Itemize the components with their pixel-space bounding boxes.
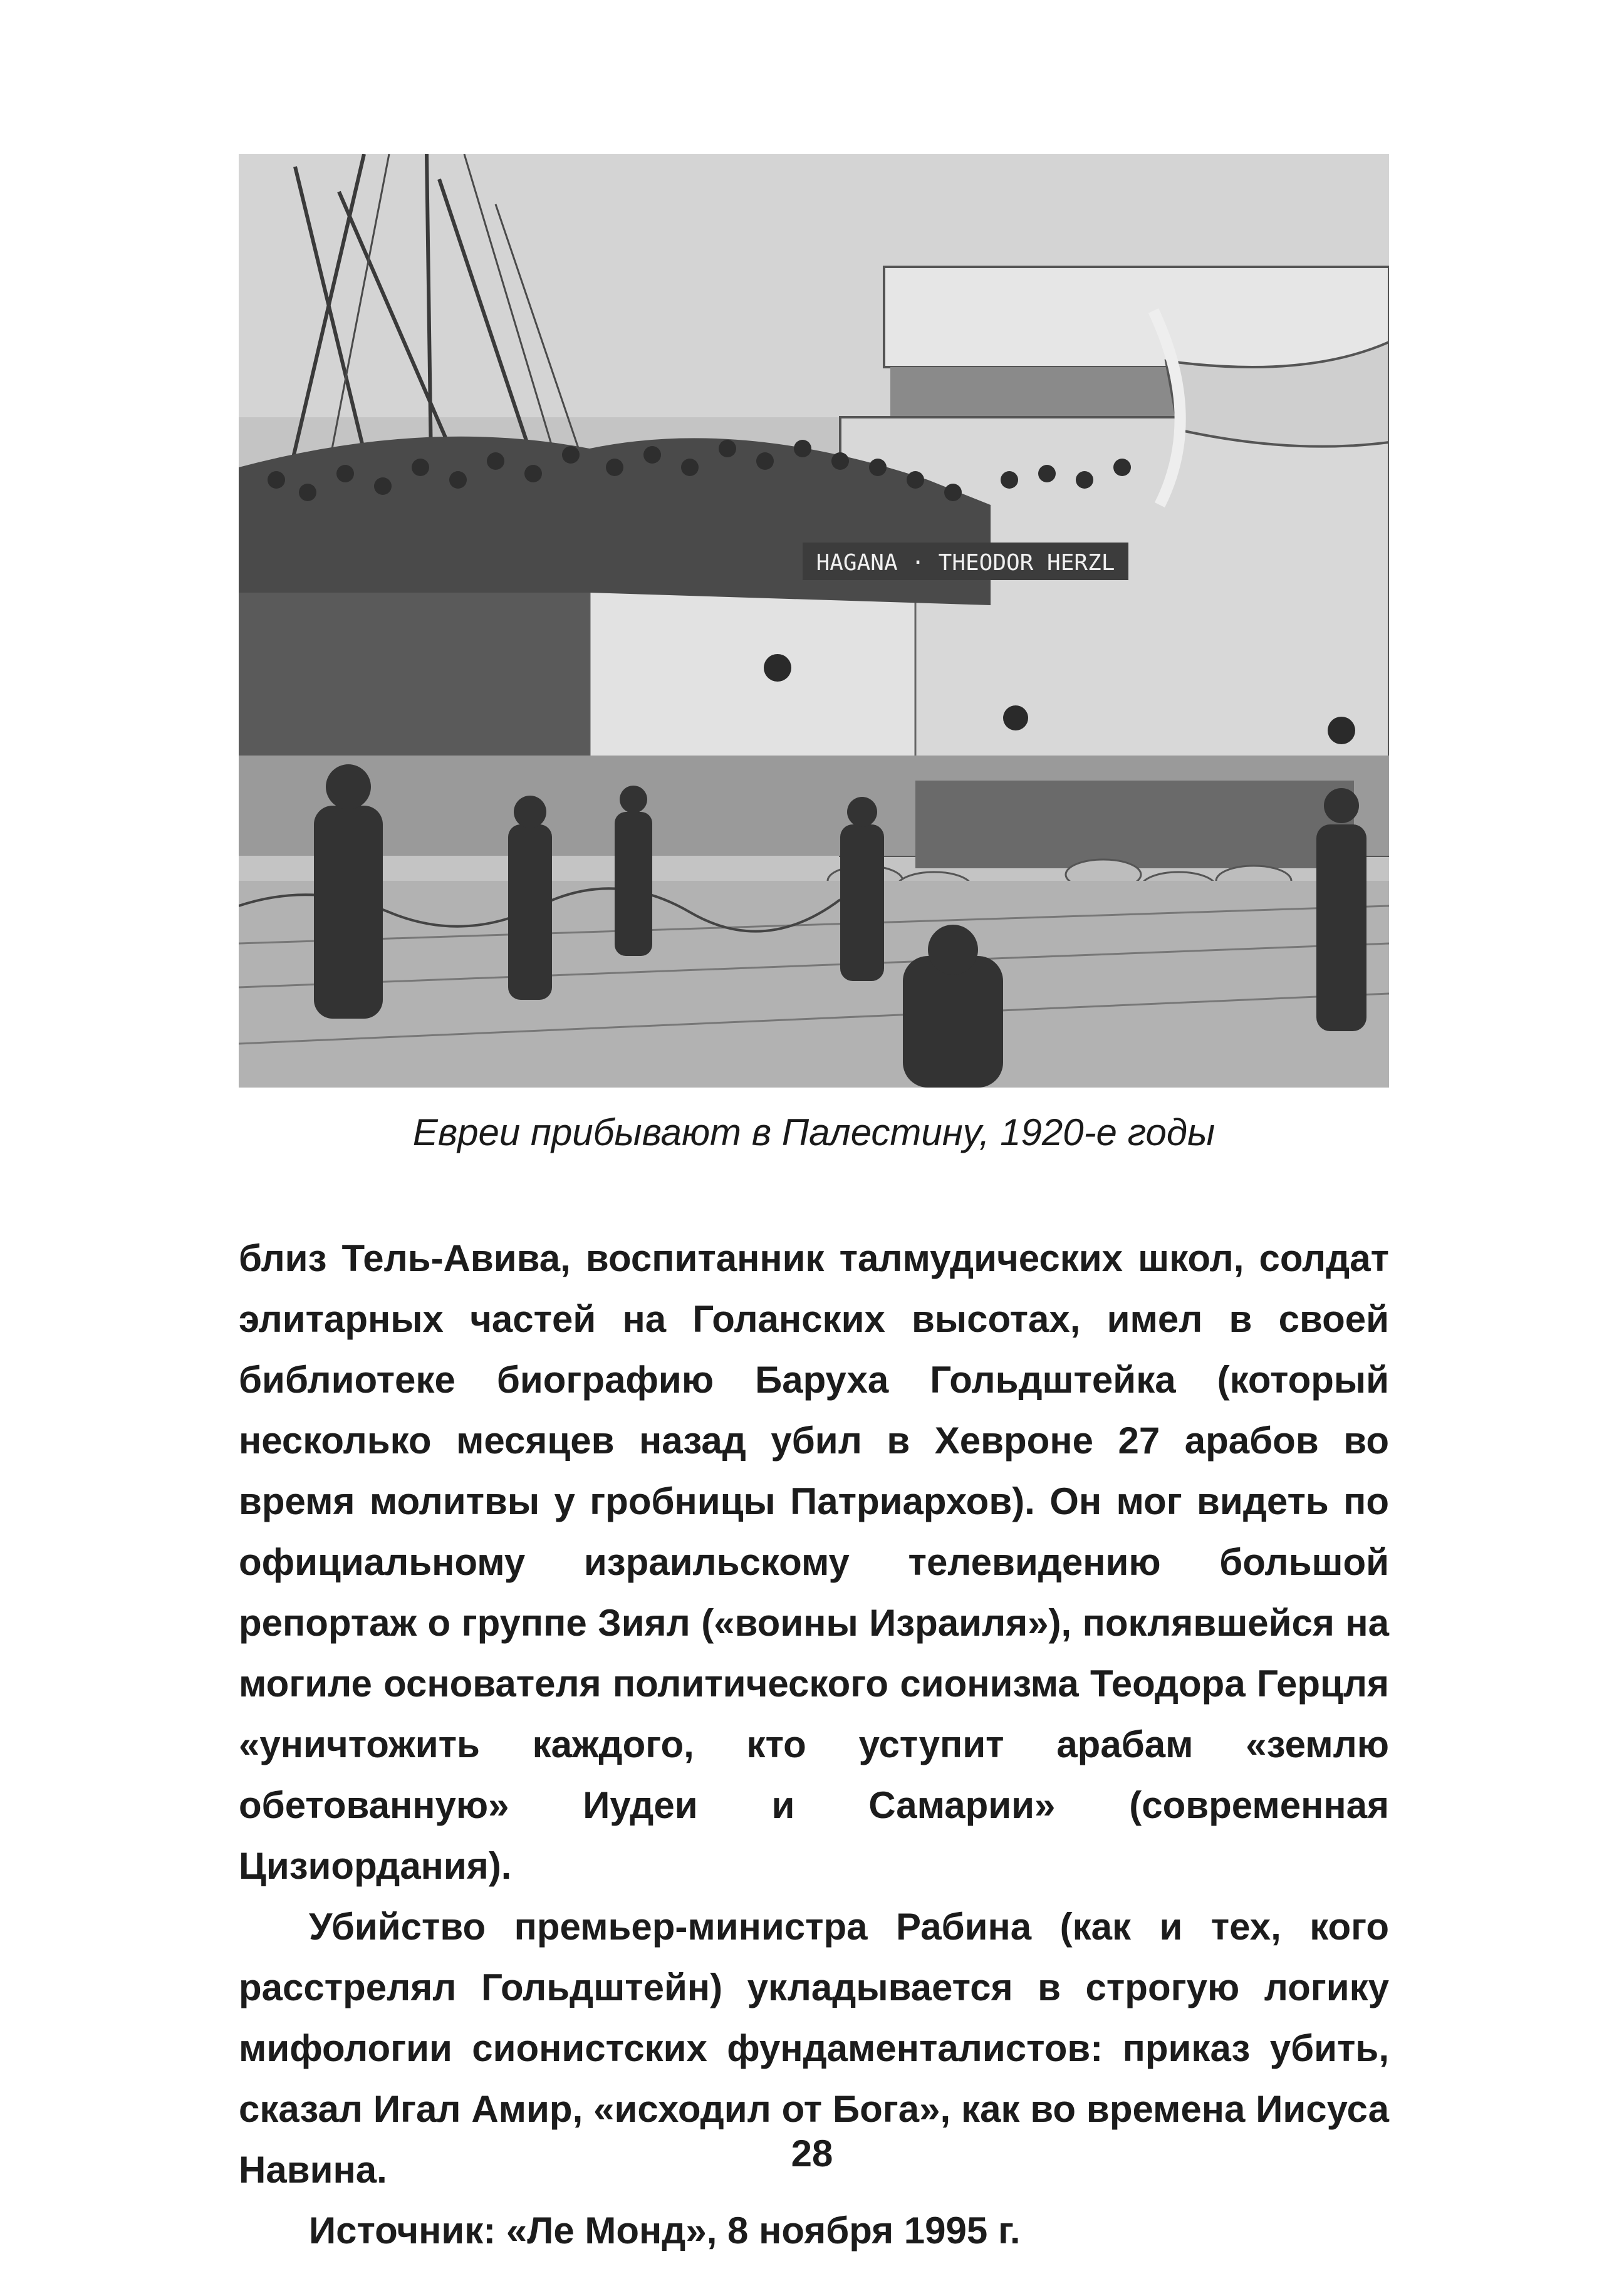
- source-note: Источник: «Ле Монд», 8 ноября 1995 г.: [309, 2210, 1021, 2252]
- ship-photograph: [239, 154, 1389, 1088]
- photo-caption: Евреи прибывают в Палестину, 1920-е годы: [412, 1111, 1215, 1153]
- paragraph: Убийство премьер-министра Рабина (как и тех, кого расстрелял Гольдштейн) укладывается в строгую логику мифологии сионистских фундаменталистов: приказ убить, сказал Игал Амир, «исходил от Бога», как во времена Иисуса Навина.: [239, 1906, 1389, 2191]
- paragraph: близ Тель-Авива, воспитанник талмудических школ, солдат элитарных частей на Голанских высотах, имел в своей библиотеке биографию Баруха Гольдштейка (который несколько месяцев назад убил в Хевроне 27 арабов во время молитвы у гробницы Патриархов). Он мог видеть по официальному израильскому телевидению большой репортаж о группе Зиял («воины Израиля»), поклявшейся на могиле основателя политического сионизма Теодора Герцля «уничтожить каждого, кто уступит арабам «землю обетованную» Иудеи и Самарии» (современная Цизиордания).: [239, 1237, 1389, 1887]
- page-number: 28: [791, 2132, 833, 2174]
- body-text: [239, 1228, 1389, 2261]
- hull-lettering: HAGANA · THEODOR HERZL: [816, 550, 1115, 576]
